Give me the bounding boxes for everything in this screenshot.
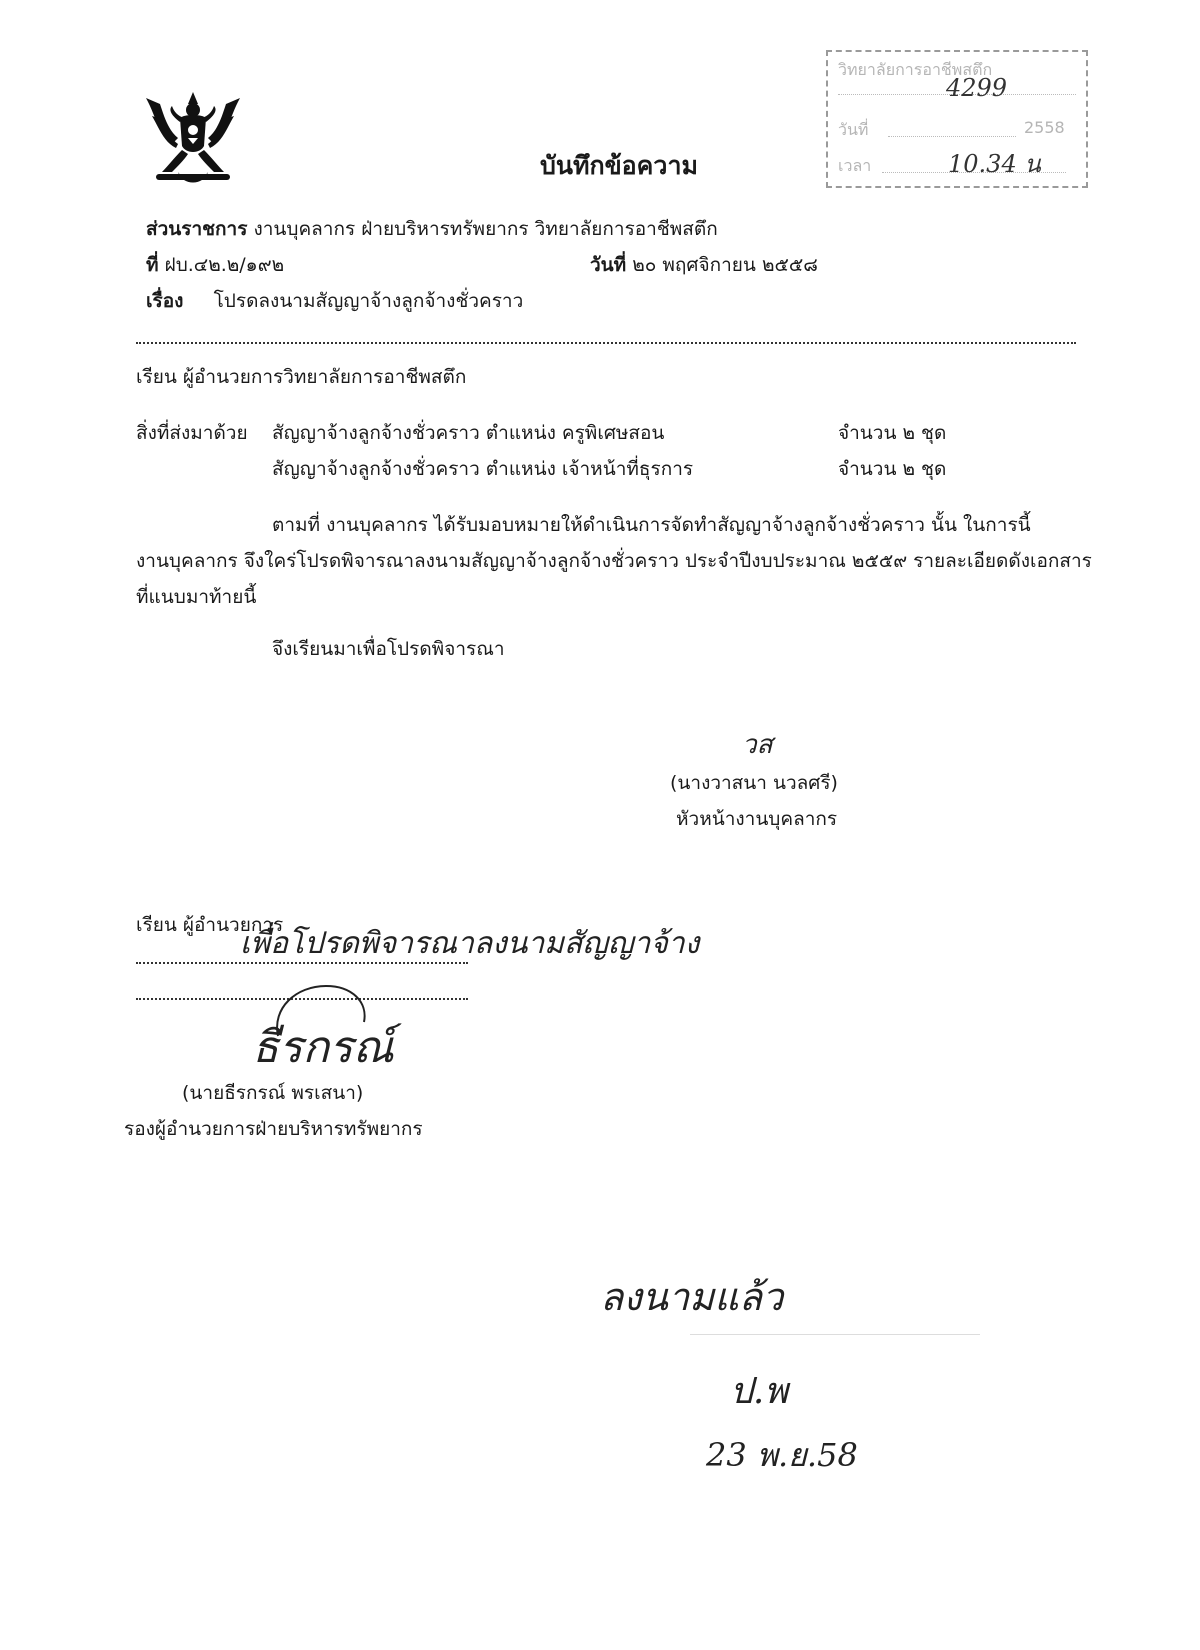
enclosure-qty-1: จำนวน ๒ ชุด — [838, 422, 947, 444]
body-line-3: ที่แนบมาท้ายนี้ — [136, 586, 257, 608]
date-line — [590, 250, 818, 280]
endorsement-position: รองผู้อำนวยการฝ่ายบริหารทรัพยากร — [124, 1118, 423, 1140]
director-initials: ป.พ — [730, 1371, 789, 1412]
ref-label: ที่ — [146, 254, 159, 276]
garuda-emblem-icon — [138, 86, 248, 196]
signer1-name: (นางวาสนา นวลศรี) — [670, 772, 838, 794]
signer1-signature: วส — [742, 730, 773, 760]
stamp-time-label: เวลา — [838, 156, 872, 175]
stamp-date-label: วันที่ — [838, 120, 869, 139]
body-line-2: งานบุคลากร จึงใคร่โปรดพิจารณาลงนามสัญญาจ้างลูกจ้างชั่วคราว ประจำปีงบประมาณ ๒๕๕๙ รายละเอียดดังเอกสาร — [136, 550, 1092, 572]
memo-title: บันทึกข้อความ — [540, 151, 698, 180]
stamp-time: 10.34 น — [948, 150, 1041, 178]
endorsement-label: เรียน ผู้อำนวยการ — [136, 914, 284, 936]
agency-value: งานบุคลากร ฝ่ายบริหารทรัพยากร วิทยาลัยการอาชีพสตึก — [253, 218, 718, 240]
director-note: ลงนามแล้ว — [600, 1275, 784, 1319]
ref-line — [146, 250, 284, 280]
agency-label: ส่วนราชการ — [146, 218, 248, 240]
enclosure-item-2: สัญญาจ้างลูกจ้างชั่วคราว ตำแหน่ง เจ้าหน้าที่ธุรการ — [272, 458, 694, 480]
ref-value: ฝบ.๔๒.๒/๑๙๒ — [164, 254, 285, 276]
endorsement-signature: ธีรกรณ์ — [252, 1022, 394, 1073]
body-line-1: ตามที่ งานบุคลากร ได้รับมอบหมายให้ดำเนินการจัดทำสัญญาจ้างลูกจ้างชั่วคราว นั้น ในการนี้ — [272, 514, 1031, 536]
stamp-org-label: วิทยาลัยการอาชีพสตึก — [838, 60, 993, 79]
salutation: เรียน ผู้อำนวยการวิทยาลัยการอาชีพสตึก — [136, 366, 467, 388]
receipt-stamp — [826, 50, 1088, 188]
endorsement-dotline-1 — [136, 962, 468, 964]
enclosure-qty-2: จำนวน ๒ ชุด — [838, 458, 947, 480]
date-value: ๒๐ พฤศจิกายน ๒๕๕๘ — [632, 254, 818, 276]
endorsement-handwritten: เพื่อโปรดพิจารณาลงนามสัญญาจ้าง — [240, 926, 700, 961]
date-label: วันที่ — [590, 254, 627, 276]
endorsement-name: (นายธีรกรณ์ พรเสนา) — [182, 1082, 364, 1104]
faint-line — [690, 1334, 980, 1335]
closing-line: จึงเรียนมาเพื่อโปรดพิจารณา — [272, 638, 505, 660]
director-date: 23 พ.ย.58 — [706, 1436, 858, 1474]
agency-line — [146, 214, 718, 244]
subject-line — [146, 286, 523, 316]
subject-label: เรื่อง — [146, 290, 184, 312]
stamp-number: 4299 — [946, 74, 1008, 102]
subject-value: โปรดลงนามสัญญาจ้างลูกจ้างชั่วคราว — [213, 290, 524, 312]
enclosure-item-1: สัญญาจ้างลูกจ้างชั่วคราว ตำแหน่ง ครูพิเศษสอน — [272, 422, 665, 444]
stamp-year: 2558 — [1024, 118, 1065, 137]
enclosures-label: สิ่งที่ส่งมาด้วย — [136, 422, 248, 444]
header-divider — [136, 342, 1076, 344]
signer1-position: หัวหน้างานบุคลากร — [676, 808, 838, 830]
